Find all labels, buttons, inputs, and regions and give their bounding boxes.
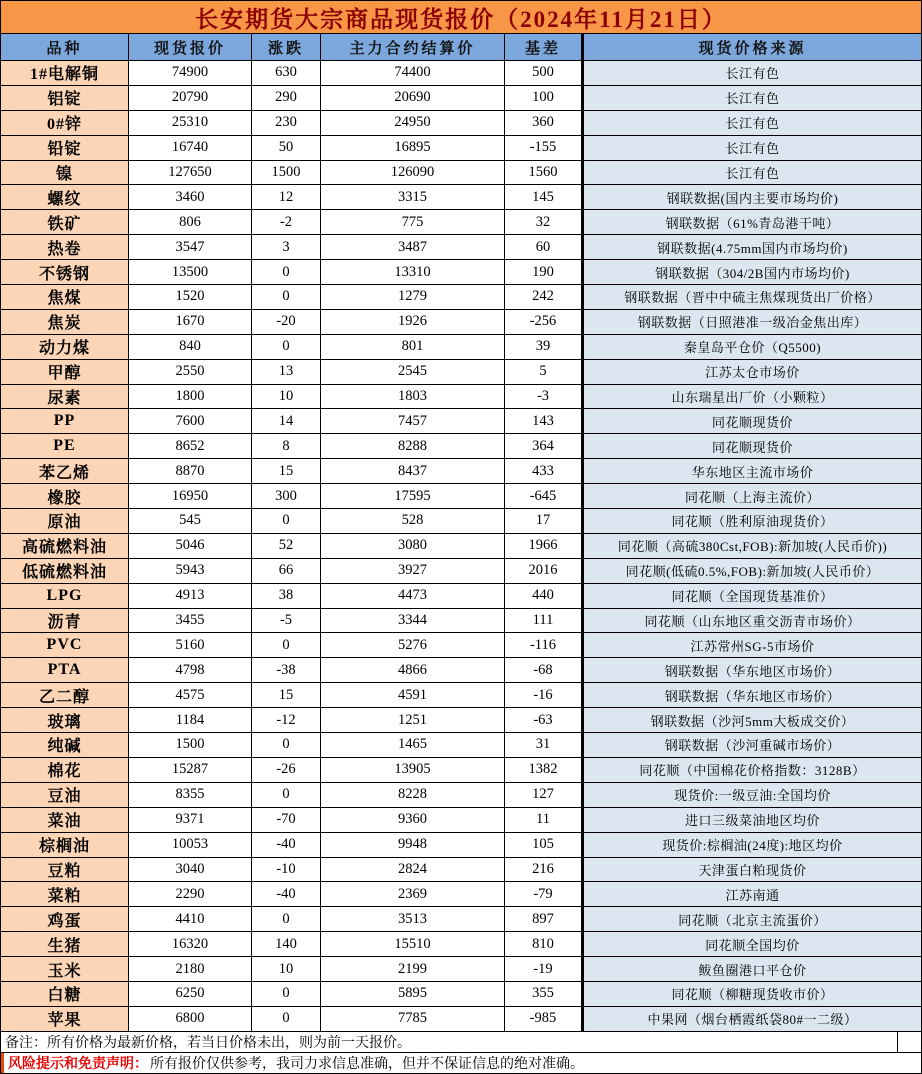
row-cell-basis: 242 [505, 285, 584, 309]
row-cell-spot-price: 806 [129, 210, 252, 234]
row-cell-basis: -3 [505, 385, 584, 409]
row-cell-spot-price: 5160 [129, 633, 252, 657]
row-cell-change: 15 [252, 459, 321, 483]
row-cell-source: 华东地区主流市场价 [584, 459, 921, 483]
table-header-row [1, 34, 921, 61]
row-cell-source: 同花顺（中国棉花价格指数：3128B） [584, 758, 921, 782]
row-cell-settlement: 4591 [321, 683, 505, 707]
row-cell-variety: 沥青 [1, 609, 129, 633]
row-cell-settlement: 8437 [321, 459, 505, 483]
row-cell-variety: LPG [1, 584, 129, 608]
row-cell-source: 长江有色 [584, 111, 921, 135]
row-cell-spot-price: 5943 [129, 559, 252, 583]
row-cell-spot-price: 8870 [129, 459, 252, 483]
row-cell-spot-price: 16950 [129, 484, 252, 508]
row-cell-change: 1500 [252, 161, 321, 185]
row-cell-settlement: 74400 [321, 61, 505, 85]
row-cell-spot-price: 3040 [129, 858, 252, 882]
row-cell-source: 同花顺（柳糖现货收市价） [584, 982, 921, 1006]
row-cell-basis: 5 [505, 360, 584, 384]
row-cell-source: 进口三级菜油地区均价 [584, 808, 921, 832]
row-cell-settlement: 5895 [321, 982, 505, 1006]
table-row [1, 708, 921, 733]
row-cell-spot-price: 127650 [129, 161, 252, 185]
row-cell-variety: 苹果 [1, 1007, 129, 1031]
row-cell-settlement: 3080 [321, 534, 505, 558]
row-cell-basis: -985 [505, 1007, 584, 1031]
row-cell-source: 同花顺（上海主流价） [584, 484, 921, 508]
table-row [1, 86, 921, 111]
row-cell-change: -12 [252, 708, 321, 732]
row-cell-variety: 螺纹 [1, 185, 129, 209]
row-cell-variety: 苯乙烯 [1, 459, 129, 483]
table-row [1, 310, 921, 335]
row-cell-variety: 铁矿 [1, 210, 129, 234]
table-row [1, 683, 921, 708]
column-header-settlement: 主力合约结算价 [321, 34, 505, 60]
row-cell-variety: 低硫燃料油 [1, 559, 129, 583]
row-cell-source: 同花顺（胜利原油现货价） [584, 509, 921, 533]
table-row [1, 609, 921, 634]
row-cell-change: -26 [252, 758, 321, 782]
row-cell-variety: 原油 [1, 509, 129, 533]
row-cell-change: -2 [252, 210, 321, 234]
row-cell-basis: -19 [505, 957, 584, 981]
row-cell-change: 0 [252, 733, 321, 757]
column-header-variety: 品种 [1, 34, 129, 60]
row-cell-settlement: 24950 [321, 111, 505, 135]
table-body [1, 61, 921, 1032]
row-cell-change: 52 [252, 534, 321, 558]
row-cell-source: 鲅鱼圈港口平仓价 [584, 957, 921, 981]
row-cell-spot-price: 4410 [129, 907, 252, 931]
row-cell-spot-price: 3547 [129, 235, 252, 259]
row-cell-source: 江苏常州SG-5市场价 [584, 633, 921, 657]
row-cell-source: 同花顺（高硫380Cst,FOB):新加坡(人民币价)) [584, 534, 921, 558]
row-cell-basis: 60 [505, 235, 584, 259]
row-cell-source: 同花顺（山东地区重交沥青市场价） [584, 609, 921, 633]
row-cell-change: 300 [252, 484, 321, 508]
row-cell-spot-price: 3460 [129, 185, 252, 209]
row-cell-change: 12 [252, 185, 321, 209]
row-cell-source: 钢联数据（华东地区市场价） [584, 658, 921, 682]
row-cell-source: 同花顺现货价 [584, 434, 921, 458]
row-cell-settlement: 13310 [321, 260, 505, 284]
row-cell-basis: 216 [505, 858, 584, 882]
table-row [1, 907, 921, 932]
row-cell-spot-price: 5046 [129, 534, 252, 558]
row-cell-basis: 1966 [505, 534, 584, 558]
row-cell-basis: 355 [505, 982, 584, 1006]
row-cell-basis: -645 [505, 484, 584, 508]
row-cell-basis: -16 [505, 683, 584, 707]
row-cell-basis: 500 [505, 61, 584, 85]
row-cell-settlement: 13905 [321, 758, 505, 782]
row-cell-basis: 145 [505, 185, 584, 209]
row-cell-settlement: 1465 [321, 733, 505, 757]
row-cell-change: 0 [252, 260, 321, 284]
row-cell-change: -10 [252, 858, 321, 882]
row-cell-settlement: 1803 [321, 385, 505, 409]
row-cell-source: 江苏南通 [584, 882, 921, 906]
row-cell-source: 秦皇岛平仓价（Q5500) [584, 335, 921, 359]
row-cell-settlement: 1251 [321, 708, 505, 732]
row-cell-variety: PTA [1, 658, 129, 682]
row-cell-variety: 菜粕 [1, 882, 129, 906]
row-cell-variety: 动力煤 [1, 335, 129, 359]
row-cell-change: 0 [252, 633, 321, 657]
row-cell-variety: 镍 [1, 161, 129, 185]
row-cell-change: 13 [252, 360, 321, 384]
row-cell-source: 钢联数据（晋中中硫主焦煤现货出厂价格） [584, 285, 921, 309]
row-cell-settlement: 775 [321, 210, 505, 234]
row-cell-variety: 焦煤 [1, 285, 129, 309]
row-cell-spot-price: 25310 [129, 111, 252, 135]
row-cell-source: 现货价:一级豆油:全国均价 [584, 783, 921, 807]
row-cell-variety: 白糖 [1, 982, 129, 1006]
row-cell-basis: -116 [505, 633, 584, 657]
row-cell-source: 长江有色 [584, 136, 921, 160]
row-cell-change: -70 [252, 808, 321, 832]
table-row [1, 1007, 921, 1032]
row-cell-variety: 豆粕 [1, 858, 129, 882]
row-cell-basis: 364 [505, 434, 584, 458]
table-row [1, 409, 921, 434]
row-cell-change: 230 [252, 111, 321, 135]
row-cell-spot-price: 1500 [129, 733, 252, 757]
row-cell-variety: 玉米 [1, 957, 129, 981]
table-row [1, 559, 921, 584]
row-cell-spot-price: 74900 [129, 61, 252, 85]
row-cell-change: 66 [252, 559, 321, 583]
row-cell-settlement: 3344 [321, 609, 505, 633]
row-cell-variety: 铅锭 [1, 136, 129, 160]
table-row [1, 210, 921, 235]
row-cell-basis: 17 [505, 509, 584, 533]
row-cell-basis: 810 [505, 932, 584, 956]
row-cell-source: 钢联数据(国内主要市场均价) [584, 185, 921, 209]
row-cell-variety: 鸡蛋 [1, 907, 129, 931]
row-cell-source: 钢联数据(4.75mm国内市场均价) [584, 235, 921, 259]
row-cell-spot-price: 1670 [129, 310, 252, 334]
column-header-basis: 基差 [505, 34, 584, 60]
row-cell-settlement: 801 [321, 335, 505, 359]
table-row [1, 385, 921, 410]
row-cell-variety: 高硫燃料油 [1, 534, 129, 558]
table-row [1, 136, 921, 161]
row-cell-settlement: 9360 [321, 808, 505, 832]
row-cell-settlement: 1926 [321, 310, 505, 334]
row-cell-settlement: 3513 [321, 907, 505, 931]
table-row [1, 783, 921, 808]
row-cell-spot-price: 4575 [129, 683, 252, 707]
table-row [1, 658, 921, 683]
row-cell-settlement: 2199 [321, 957, 505, 981]
row-cell-basis: 31 [505, 733, 584, 757]
row-cell-basis: 143 [505, 409, 584, 433]
row-cell-basis: -79 [505, 882, 584, 906]
column-header-source: 现货价格来源 [698, 40, 807, 57]
table-row [1, 584, 921, 609]
row-cell-basis: 105 [505, 833, 584, 857]
row-cell-spot-price: 10053 [129, 833, 252, 857]
row-cell-basis: -256 [505, 310, 584, 334]
row-cell-settlement: 528 [321, 509, 505, 533]
row-cell-variety: 铝锭 [1, 86, 129, 110]
table-row [1, 957, 921, 982]
row-cell-source: 钢联数据（沙河5mm大板成交价） [584, 708, 921, 732]
row-cell-source: 钢联数据（华东地区市场价） [584, 683, 921, 707]
table-row [1, 733, 921, 758]
table-row [1, 982, 921, 1007]
row-cell-basis: 1560 [505, 161, 584, 185]
row-cell-basis: 440 [505, 584, 584, 608]
row-cell-source: 同花顺(低硫0.5%,FOB):新加坡(人民币价） [584, 559, 921, 583]
row-cell-spot-price: 3455 [129, 609, 252, 633]
table-row [1, 285, 921, 310]
row-cell-source: 江苏太仓市场价 [584, 360, 921, 384]
row-cell-settlement: 126090 [321, 161, 505, 185]
row-cell-basis: 32 [505, 210, 584, 234]
row-cell-spot-price: 1520 [129, 285, 252, 309]
row-cell-settlement: 15510 [321, 932, 505, 956]
row-cell-settlement: 7457 [321, 409, 505, 433]
row-cell-variety: 1#电解铜 [1, 61, 129, 85]
row-cell-change: 0 [252, 982, 321, 1006]
row-cell-basis: 433 [505, 459, 584, 483]
disclaimer-row [1, 1053, 921, 1073]
row-cell-change: -38 [252, 658, 321, 682]
row-cell-variety: 纯碱 [1, 733, 129, 757]
row-cell-change: 630 [252, 61, 321, 85]
row-cell-variety: PE [1, 434, 129, 458]
row-cell-spot-price: 8355 [129, 783, 252, 807]
table-row [1, 360, 921, 385]
row-cell-basis: -155 [505, 136, 584, 160]
row-cell-basis: 897 [505, 907, 584, 931]
row-cell-basis: 111 [505, 609, 584, 633]
row-cell-change: 8 [252, 434, 321, 458]
row-cell-source: 钢联数据（304/2B国内市场均价) [584, 260, 921, 284]
row-cell-variety: 乙二醇 [1, 683, 129, 707]
row-cell-settlement: 7785 [321, 1007, 505, 1031]
row-cell-settlement: 16895 [321, 136, 505, 160]
row-cell-spot-price: 16320 [129, 932, 252, 956]
row-cell-source: 同花顺现货价 [584, 409, 921, 433]
row-cell-change: -40 [252, 833, 321, 857]
table-row [1, 833, 921, 858]
row-cell-change: 38 [252, 584, 321, 608]
row-cell-source: 长江有色 [584, 86, 921, 110]
row-cell-variety: 棕榈油 [1, 833, 129, 857]
row-cell-basis: 11 [505, 808, 584, 832]
row-cell-variety: 焦炭 [1, 310, 129, 334]
row-cell-basis: 127 [505, 783, 584, 807]
row-cell-basis: -68 [505, 658, 584, 682]
table-row [1, 633, 921, 658]
row-cell-spot-price: 6800 [129, 1007, 252, 1031]
row-cell-settlement: 4473 [321, 584, 505, 608]
row-cell-change: 0 [252, 1007, 321, 1031]
row-cell-source: 长江有色 [584, 61, 921, 85]
row-cell-basis: 2016 [505, 559, 584, 583]
table-row [1, 858, 921, 883]
row-cell-change: 10 [252, 957, 321, 981]
row-cell-variety: 橡胶 [1, 484, 129, 508]
row-cell-variety: 玻璃 [1, 708, 129, 732]
table-row [1, 509, 921, 534]
row-cell-spot-price: 16740 [129, 136, 252, 160]
row-cell-spot-price: 2180 [129, 957, 252, 981]
row-cell-source: 山东瑞星出厂价（小颗粒） [584, 385, 921, 409]
row-cell-variety: 甲醇 [1, 360, 129, 384]
row-cell-settlement: 4866 [321, 658, 505, 682]
table-row [1, 534, 921, 559]
table-row [1, 808, 921, 833]
table-row [1, 758, 921, 783]
table-row [1, 434, 921, 459]
row-cell-settlement: 9948 [321, 833, 505, 857]
row-cell-basis: 100 [505, 86, 584, 110]
row-cell-variety: 生猪 [1, 932, 129, 956]
row-cell-spot-price: 4913 [129, 584, 252, 608]
table-row [1, 459, 921, 484]
row-cell-variety: PP [1, 409, 129, 433]
table-row [1, 185, 921, 210]
row-cell-basis: -63 [505, 708, 584, 732]
table-row [1, 932, 921, 957]
row-cell-spot-price: 2550 [129, 360, 252, 384]
row-cell-settlement: 2824 [321, 858, 505, 882]
row-cell-spot-price: 840 [129, 335, 252, 359]
row-cell-source: 长江有色 [584, 161, 921, 185]
row-cell-settlement: 8228 [321, 783, 505, 807]
row-cell-spot-price: 20790 [129, 86, 252, 110]
row-cell-variety: 热卷 [1, 235, 129, 259]
row-cell-source: 同花顺全国均价 [584, 932, 921, 956]
row-cell-source: 钢联数据（61%青岛港干吨） [584, 210, 921, 234]
row-cell-change: 10 [252, 385, 321, 409]
row-cell-change: 0 [252, 335, 321, 359]
row-cell-change: 0 [252, 907, 321, 931]
row-cell-spot-price: 13500 [129, 260, 252, 284]
row-cell-variety: PVC [1, 633, 129, 657]
row-cell-basis: 360 [505, 111, 584, 135]
row-cell-spot-price: 15287 [129, 758, 252, 782]
table-row [1, 484, 921, 509]
row-cell-settlement: 1279 [321, 285, 505, 309]
table-row [1, 111, 921, 136]
row-cell-variety: 尿素 [1, 385, 129, 409]
column-header-change: 涨跌 [252, 34, 321, 60]
row-cell-settlement: 2545 [321, 360, 505, 384]
table-row [1, 235, 921, 260]
row-cell-spot-price: 1184 [129, 708, 252, 732]
row-cell-change: 50 [252, 136, 321, 160]
row-cell-change: 0 [252, 783, 321, 807]
row-cell-variety: 豆油 [1, 783, 129, 807]
row-cell-settlement: 3487 [321, 235, 505, 259]
table-row [1, 882, 921, 907]
remark-spacer [898, 1032, 921, 1052]
row-cell-settlement: 20690 [321, 86, 505, 110]
remark-text: 备注：所有价格为最新价格，若当日价格未出，则为前一天报价。 [1, 1032, 898, 1052]
row-cell-change: -40 [252, 882, 321, 906]
row-cell-basis: 1382 [505, 758, 584, 782]
row-cell-change: 290 [252, 86, 321, 110]
disclaimer-text: 所有报价仅供参考，我司力求信息准确，但并不保证信息的绝对准确。 [150, 1057, 584, 1072]
remark-row [1, 1032, 921, 1053]
row-cell-settlement: 5276 [321, 633, 505, 657]
column-header-spot-price: 现货报价 [129, 34, 252, 60]
row-cell-change: 15 [252, 683, 321, 707]
row-cell-source: 钢联数据（日照港准一级冶金焦出库） [584, 310, 921, 334]
row-cell-basis: 39 [505, 335, 584, 359]
row-cell-variety: 0#锌 [1, 111, 129, 135]
row-cell-spot-price: 6250 [129, 982, 252, 1006]
table-row [1, 335, 921, 360]
row-cell-change: 3 [252, 235, 321, 259]
row-cell-settlement: 2369 [321, 882, 505, 906]
row-cell-spot-price: 8652 [129, 434, 252, 458]
row-cell-variety: 菜油 [1, 808, 129, 832]
table-row [1, 260, 921, 285]
row-cell-settlement: 3927 [321, 559, 505, 583]
row-cell-spot-price: 9371 [129, 808, 252, 832]
row-cell-change: -20 [252, 310, 321, 334]
table-row [1, 61, 921, 86]
row-cell-spot-price: 7600 [129, 409, 252, 433]
row-cell-variety: 棉花 [1, 758, 129, 782]
row-cell-change: 0 [252, 285, 321, 309]
disclaimer-label: 风险提示和免责声明： [8, 1057, 148, 1072]
row-cell-source: 中果网（烟台栖霞纸袋80#一二级） [584, 1007, 921, 1031]
row-cell-spot-price: 2290 [129, 882, 252, 906]
row-cell-source: 同花顺（全国现货基准价） [584, 584, 921, 608]
row-cell-settlement: 3315 [321, 185, 505, 209]
row-cell-source: 钢联数据（沙河重碱市场价） [584, 733, 921, 757]
row-cell-spot-price: 1800 [129, 385, 252, 409]
row-cell-source: 天津蛋白粕现货价 [584, 858, 921, 882]
row-cell-change: -5 [252, 609, 321, 633]
row-cell-settlement: 8288 [321, 434, 505, 458]
row-cell-variety: 不锈钢 [1, 260, 129, 284]
page-title: 长安期货大宗商品现货报价（2024年11月21日） [1, 1, 921, 34]
row-cell-settlement: 17595 [321, 484, 505, 508]
row-cell-change: 0 [252, 509, 321, 533]
row-cell-basis: 190 [505, 260, 584, 284]
row-cell-source: 现货价:棕榈油(24度):地区均价 [584, 833, 921, 857]
row-cell-change: 14 [252, 409, 321, 433]
row-cell-source: 同花顺（北京主流蛋价） [584, 907, 921, 931]
row-cell-change: 140 [252, 932, 321, 956]
row-cell-spot-price: 4798 [129, 658, 252, 682]
row-cell-spot-price: 545 [129, 509, 252, 533]
table-row [1, 161, 921, 186]
